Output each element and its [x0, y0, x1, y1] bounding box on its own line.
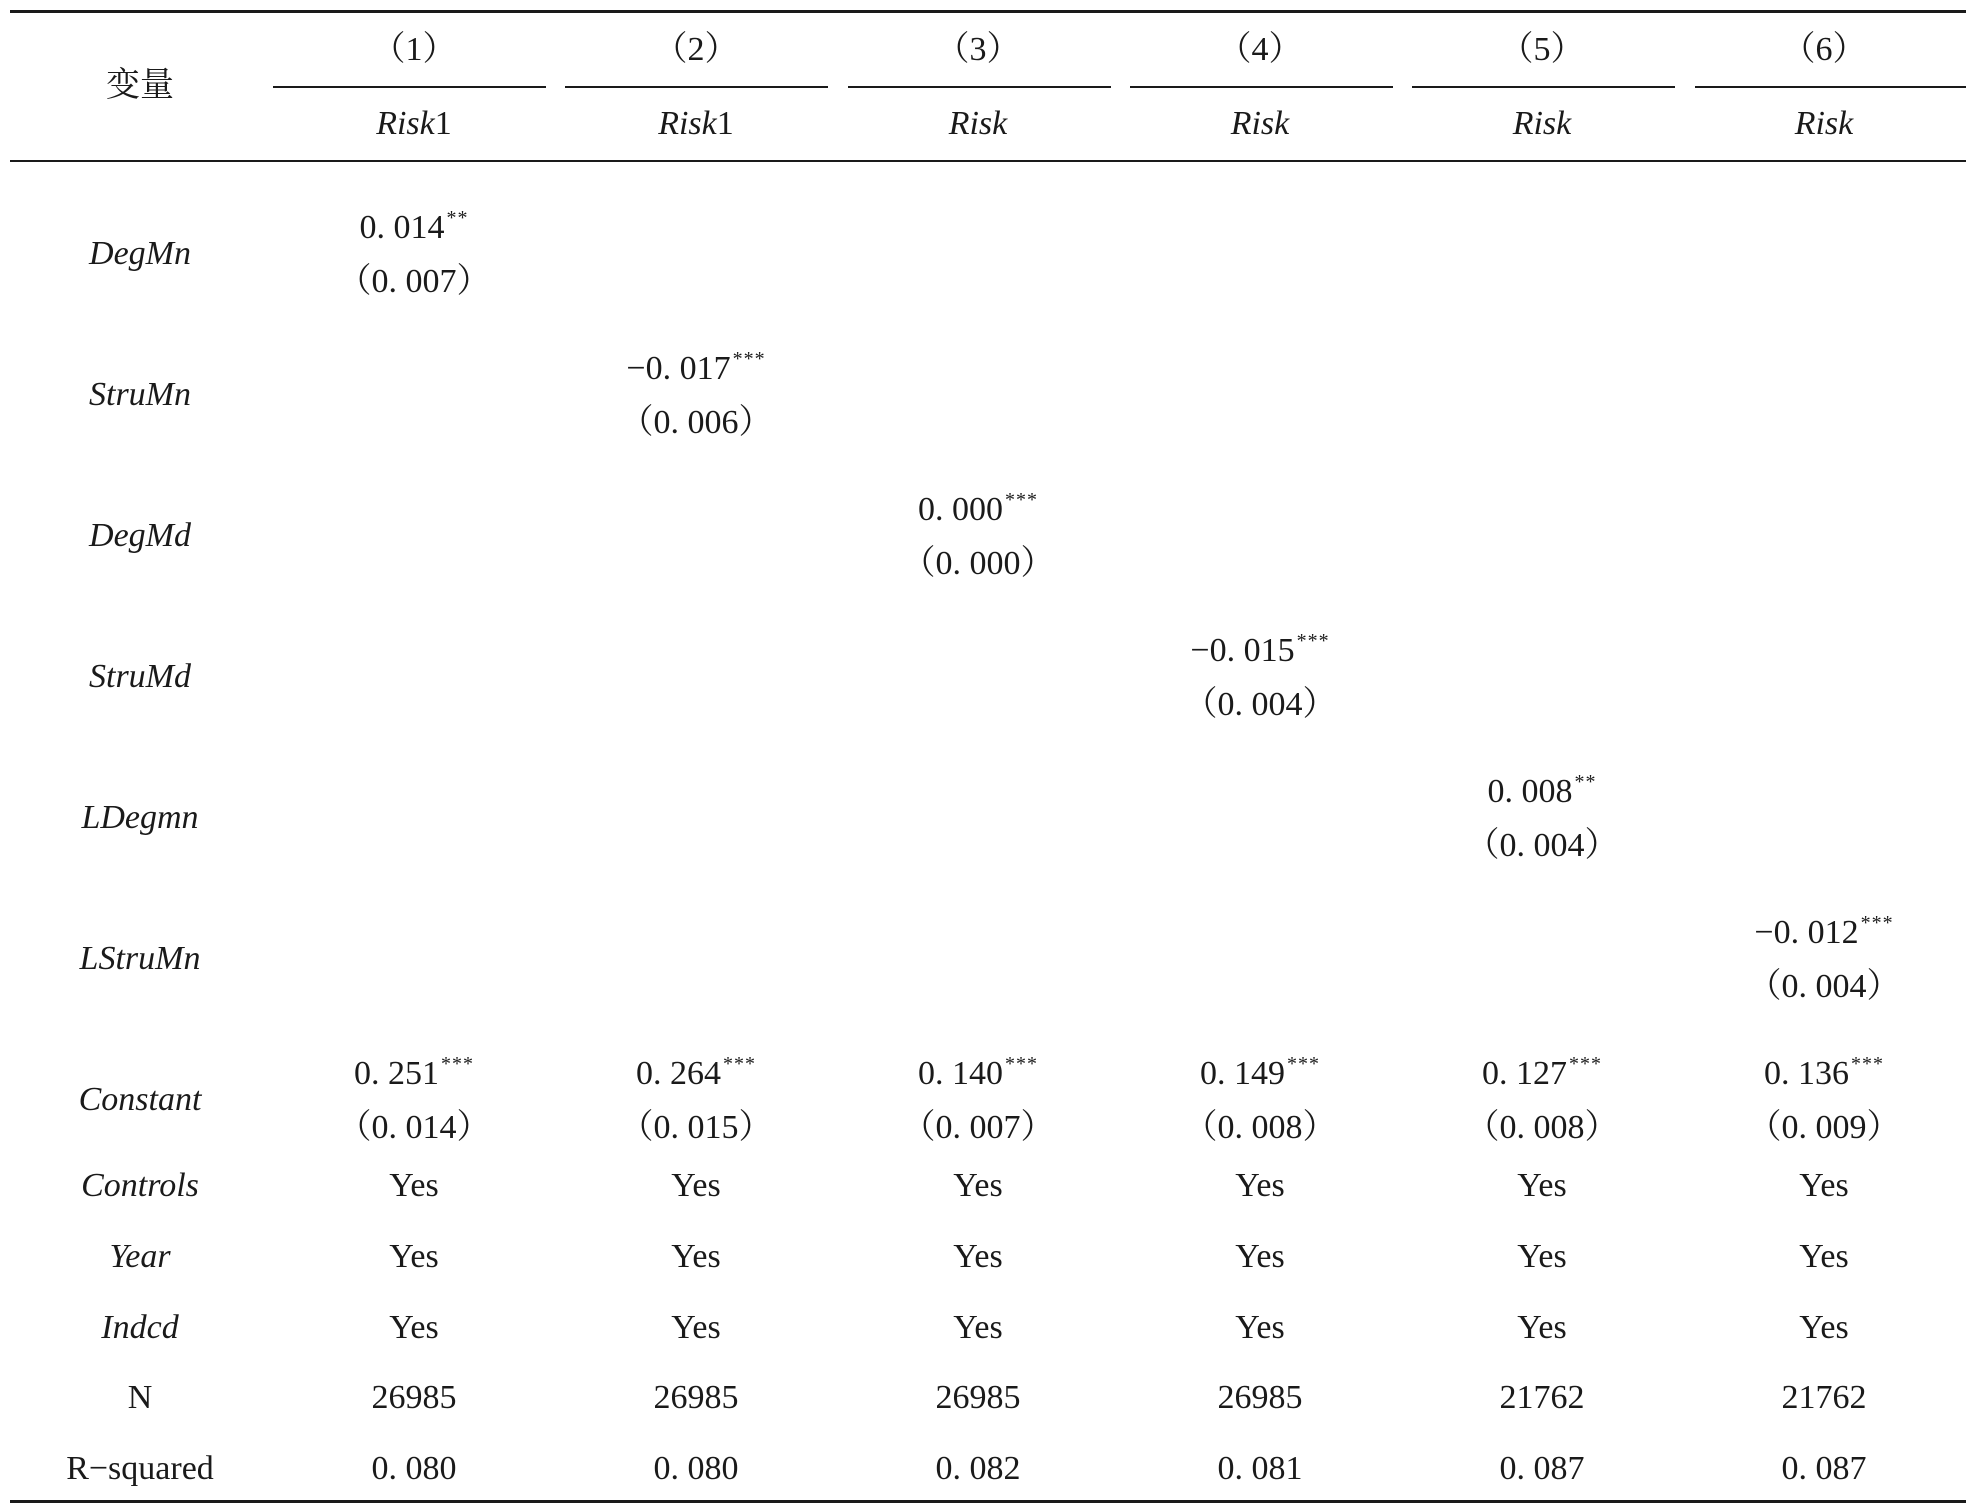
stat-value-text: Yes: [389, 1167, 439, 1204]
coefficient-value: 0. 251: [354, 1055, 439, 1092]
coefficient-value: 0. 014: [359, 209, 445, 246]
column-number-text: （4）: [1217, 31, 1303, 68]
stat-value: [274, 1378, 554, 1418]
standard-error: [838, 544, 1118, 584]
row-label: [0, 1308, 280, 1348]
standard-error-value: （0. 004）: [1747, 968, 1901, 1005]
significance-stars: ***: [1296, 630, 1330, 652]
stat-value-text: Yes: [953, 1309, 1003, 1346]
stat-value: [1120, 1308, 1400, 1348]
coefficient-value: 0. 140: [918, 1055, 1003, 1092]
standard-error-value: （0. 008）: [1183, 1109, 1337, 1146]
cmidrule-4: [1130, 86, 1393, 88]
dependent-variable: [1684, 104, 1964, 144]
coefficient: [1402, 772, 1682, 816]
standard-error: [1120, 685, 1400, 725]
row-label: [0, 1166, 280, 1206]
cmidrule-3: [848, 86, 1111, 88]
stat-value-text: 26985: [1217, 1379, 1303, 1416]
stat-value: [1402, 1449, 1682, 1489]
row-label-text: DegMn: [89, 235, 191, 272]
column-number-text: （3）: [935, 31, 1021, 68]
row-label: [0, 234, 280, 274]
dependent-variable-name: Risk: [1512, 105, 1572, 142]
standard-error: [1684, 1108, 1964, 1148]
cmidrule-5: [1412, 86, 1675, 88]
significance-stars: ***: [1005, 489, 1038, 511]
dependent-variable-suffix: 1: [716, 105, 734, 142]
row-label-text: StruMd: [89, 658, 191, 695]
stat-value: [274, 1449, 554, 1489]
bottom-rule: [10, 1500, 1966, 1503]
standard-error: [1684, 967, 1964, 1007]
row-label: [0, 798, 280, 838]
stat-value-text: Yes: [953, 1167, 1003, 1204]
coefficient: [556, 349, 836, 393]
row-label-text: LStruMn: [79, 940, 201, 977]
row-label-text: StruMn: [89, 376, 191, 413]
coefficient: [274, 208, 554, 252]
stat-value: [1684, 1166, 1964, 1206]
cmidrule-1: [273, 86, 546, 88]
stat-value: [556, 1166, 836, 1206]
standard-error-value: （0. 000）: [901, 545, 1055, 582]
column-number-text: （5）: [1499, 31, 1585, 68]
stat-value: [1684, 1237, 1964, 1277]
stat-value-text: Yes: [1235, 1167, 1285, 1204]
column-number-text: （1）: [371, 31, 457, 68]
stat-value-text: 0. 080: [653, 1450, 739, 1487]
coefficient: [1684, 1054, 1964, 1098]
standard-error: [1402, 826, 1682, 866]
stat-value-text: 0. 082: [935, 1450, 1021, 1487]
row-label-text: LDegmn: [81, 799, 199, 836]
column-number: [1402, 30, 1682, 70]
stat-value: [556, 1308, 836, 1348]
stat-value: [838, 1378, 1118, 1418]
stat-value-text: 26985: [371, 1379, 457, 1416]
standard-error-value: （0. 007）: [901, 1109, 1055, 1146]
row-label: [0, 1378, 280, 1418]
stat-value: [1402, 1378, 1682, 1418]
stat-value-text: Yes: [953, 1238, 1003, 1275]
stat-value: [838, 1237, 1118, 1277]
coefficient: [1120, 1054, 1400, 1098]
significance-stars: **: [446, 207, 469, 229]
dependent-variable-name: Risk: [658, 105, 717, 142]
stat-value-text: Yes: [671, 1167, 721, 1204]
standard-error: [274, 262, 554, 302]
dependent-variable-name: Risk: [1230, 105, 1290, 142]
column-number: [838, 30, 1118, 70]
stat-value-text: 26985: [935, 1379, 1021, 1416]
row-label-text: Controls: [81, 1167, 199, 1204]
stat-value: [274, 1308, 554, 1348]
coefficient: [838, 490, 1118, 534]
coefficient-value: 0. 127: [1482, 1055, 1567, 1092]
standard-error-value: （0. 008）: [1465, 1109, 1619, 1146]
standard-error-value: （0. 004）: [1465, 827, 1619, 864]
stat-value-text: 0. 080: [371, 1450, 457, 1487]
cmidrule-6: [1695, 86, 1966, 88]
row-label-text: R−squared: [66, 1450, 214, 1487]
significance-stars: **: [1574, 771, 1597, 793]
stat-value-text: Yes: [1235, 1309, 1285, 1346]
dependent-variable: [274, 104, 554, 144]
stat-value: [1402, 1308, 1682, 1348]
coefficient-value: 0. 000: [918, 491, 1003, 528]
dependent-variable: [1402, 104, 1682, 144]
header-rule: [10, 160, 1966, 162]
dependent-variable-name: Risk: [948, 105, 1008, 142]
dependent-variable: [838, 104, 1118, 144]
stat-value-text: Yes: [671, 1238, 721, 1275]
stat-value: [1120, 1166, 1400, 1206]
significance-stars: ***: [1287, 1053, 1320, 1075]
standard-error-value: （0. 006）: [619, 404, 773, 441]
row-label: [0, 375, 280, 415]
standard-error-value: （0. 007）: [337, 263, 491, 300]
dependent-variable-name: Risk: [376, 105, 435, 142]
significance-stars: ***: [441, 1053, 474, 1075]
stat-value: [274, 1237, 554, 1277]
stat-value: [1120, 1449, 1400, 1489]
stat-value-text: Yes: [1517, 1309, 1567, 1346]
significance-stars: ***: [732, 348, 766, 370]
stat-value: [1402, 1237, 1682, 1277]
stat-value: [1120, 1378, 1400, 1418]
standard-error: [556, 1108, 836, 1148]
stat-value: [838, 1308, 1118, 1348]
standard-error: [556, 403, 836, 443]
stat-value-text: Yes: [1799, 1238, 1849, 1275]
stat-value-text: Yes: [389, 1238, 439, 1275]
column-number: [1120, 30, 1400, 70]
stat-value-text: Yes: [1235, 1238, 1285, 1275]
significance-stars: ***: [1569, 1053, 1602, 1075]
standard-error-value: （0. 014）: [337, 1109, 491, 1146]
row-label-text: DegMd: [89, 517, 191, 554]
row-label: [0, 939, 280, 979]
significance-stars: ***: [1005, 1053, 1038, 1075]
standard-error-value: （0. 004）: [1183, 686, 1337, 723]
variable-header: [0, 66, 280, 106]
stat-value: [1120, 1237, 1400, 1277]
significance-stars: ***: [1851, 1053, 1884, 1075]
stat-value: [838, 1449, 1118, 1489]
coefficient-value: 0. 008: [1487, 773, 1573, 810]
standard-error-value: （0. 009）: [1747, 1109, 1901, 1146]
stat-value-text: Yes: [1517, 1167, 1567, 1204]
variable-header-text: 变量: [106, 67, 174, 104]
stat-value-text: Yes: [1517, 1238, 1567, 1275]
row-label-text: Indcd: [101, 1309, 179, 1346]
stat-value: [1402, 1166, 1682, 1206]
stat-value-text: 0. 087: [1499, 1450, 1585, 1487]
cmidrule-2: [565, 86, 828, 88]
stat-value: [1684, 1378, 1964, 1418]
column-number: [556, 30, 836, 70]
row-label-text: Year: [109, 1238, 171, 1275]
dependent-variable-name: Risk: [1794, 105, 1854, 142]
row-label-text: Constant: [78, 1081, 202, 1118]
stat-value: [1684, 1449, 1964, 1489]
coefficient-value: 0. 149: [1200, 1055, 1285, 1092]
stat-value: [274, 1166, 554, 1206]
row-label: [0, 516, 280, 556]
coefficient: [556, 1054, 836, 1098]
row-label: [0, 1237, 280, 1277]
coefficient: [838, 1054, 1118, 1098]
stat-value-text: Yes: [1799, 1167, 1849, 1204]
stat-value-text: Yes: [671, 1309, 721, 1346]
coefficient: [1120, 631, 1400, 675]
standard-error: [1120, 1108, 1400, 1148]
row-label: [0, 1449, 280, 1489]
column-number: [1684, 30, 1964, 70]
stat-value: [1684, 1308, 1964, 1348]
stat-value: [838, 1166, 1118, 1206]
row-label: [0, 1080, 280, 1120]
coefficient: [1684, 913, 1964, 957]
dependent-variable: [1120, 104, 1400, 144]
stat-value-text: 21762: [1499, 1379, 1585, 1416]
stat-value-text: 21762: [1781, 1379, 1867, 1416]
row-label: [0, 657, 280, 697]
stat-value-text: 26985: [653, 1379, 739, 1416]
coefficient: [274, 1054, 554, 1098]
coefficient-value: 0. 264: [636, 1055, 721, 1092]
standard-error-value: （0. 015）: [619, 1109, 773, 1146]
row-label-text: N: [127, 1379, 153, 1416]
stat-value-text: Yes: [1799, 1309, 1849, 1346]
coefficient-value: −0. 012: [1754, 914, 1859, 951]
dependent-variable-suffix: 1: [434, 105, 452, 142]
coefficient: [1402, 1054, 1682, 1098]
significance-stars: ***: [723, 1053, 756, 1075]
stat-value-text: 0. 081: [1217, 1450, 1303, 1487]
column-number-text: （6）: [1781, 31, 1867, 68]
standard-error: [1402, 1108, 1682, 1148]
dependent-variable: [556, 104, 836, 144]
standard-error: [838, 1108, 1118, 1148]
stat-value: [556, 1378, 836, 1418]
column-number-text: （2）: [653, 31, 739, 68]
column-number: [274, 30, 554, 70]
coefficient-value: 0. 136: [1764, 1055, 1849, 1092]
stat-value-text: 0. 087: [1781, 1450, 1867, 1487]
stat-value: [556, 1237, 836, 1277]
coefficient-value: −0. 017: [626, 350, 731, 387]
standard-error: [274, 1108, 554, 1148]
coefficient-value: −0. 015: [1190, 632, 1295, 669]
top-rule: [10, 10, 1966, 13]
stat-value: [556, 1449, 836, 1489]
significance-stars: ***: [1860, 912, 1894, 934]
stat-value-text: Yes: [389, 1309, 439, 1346]
